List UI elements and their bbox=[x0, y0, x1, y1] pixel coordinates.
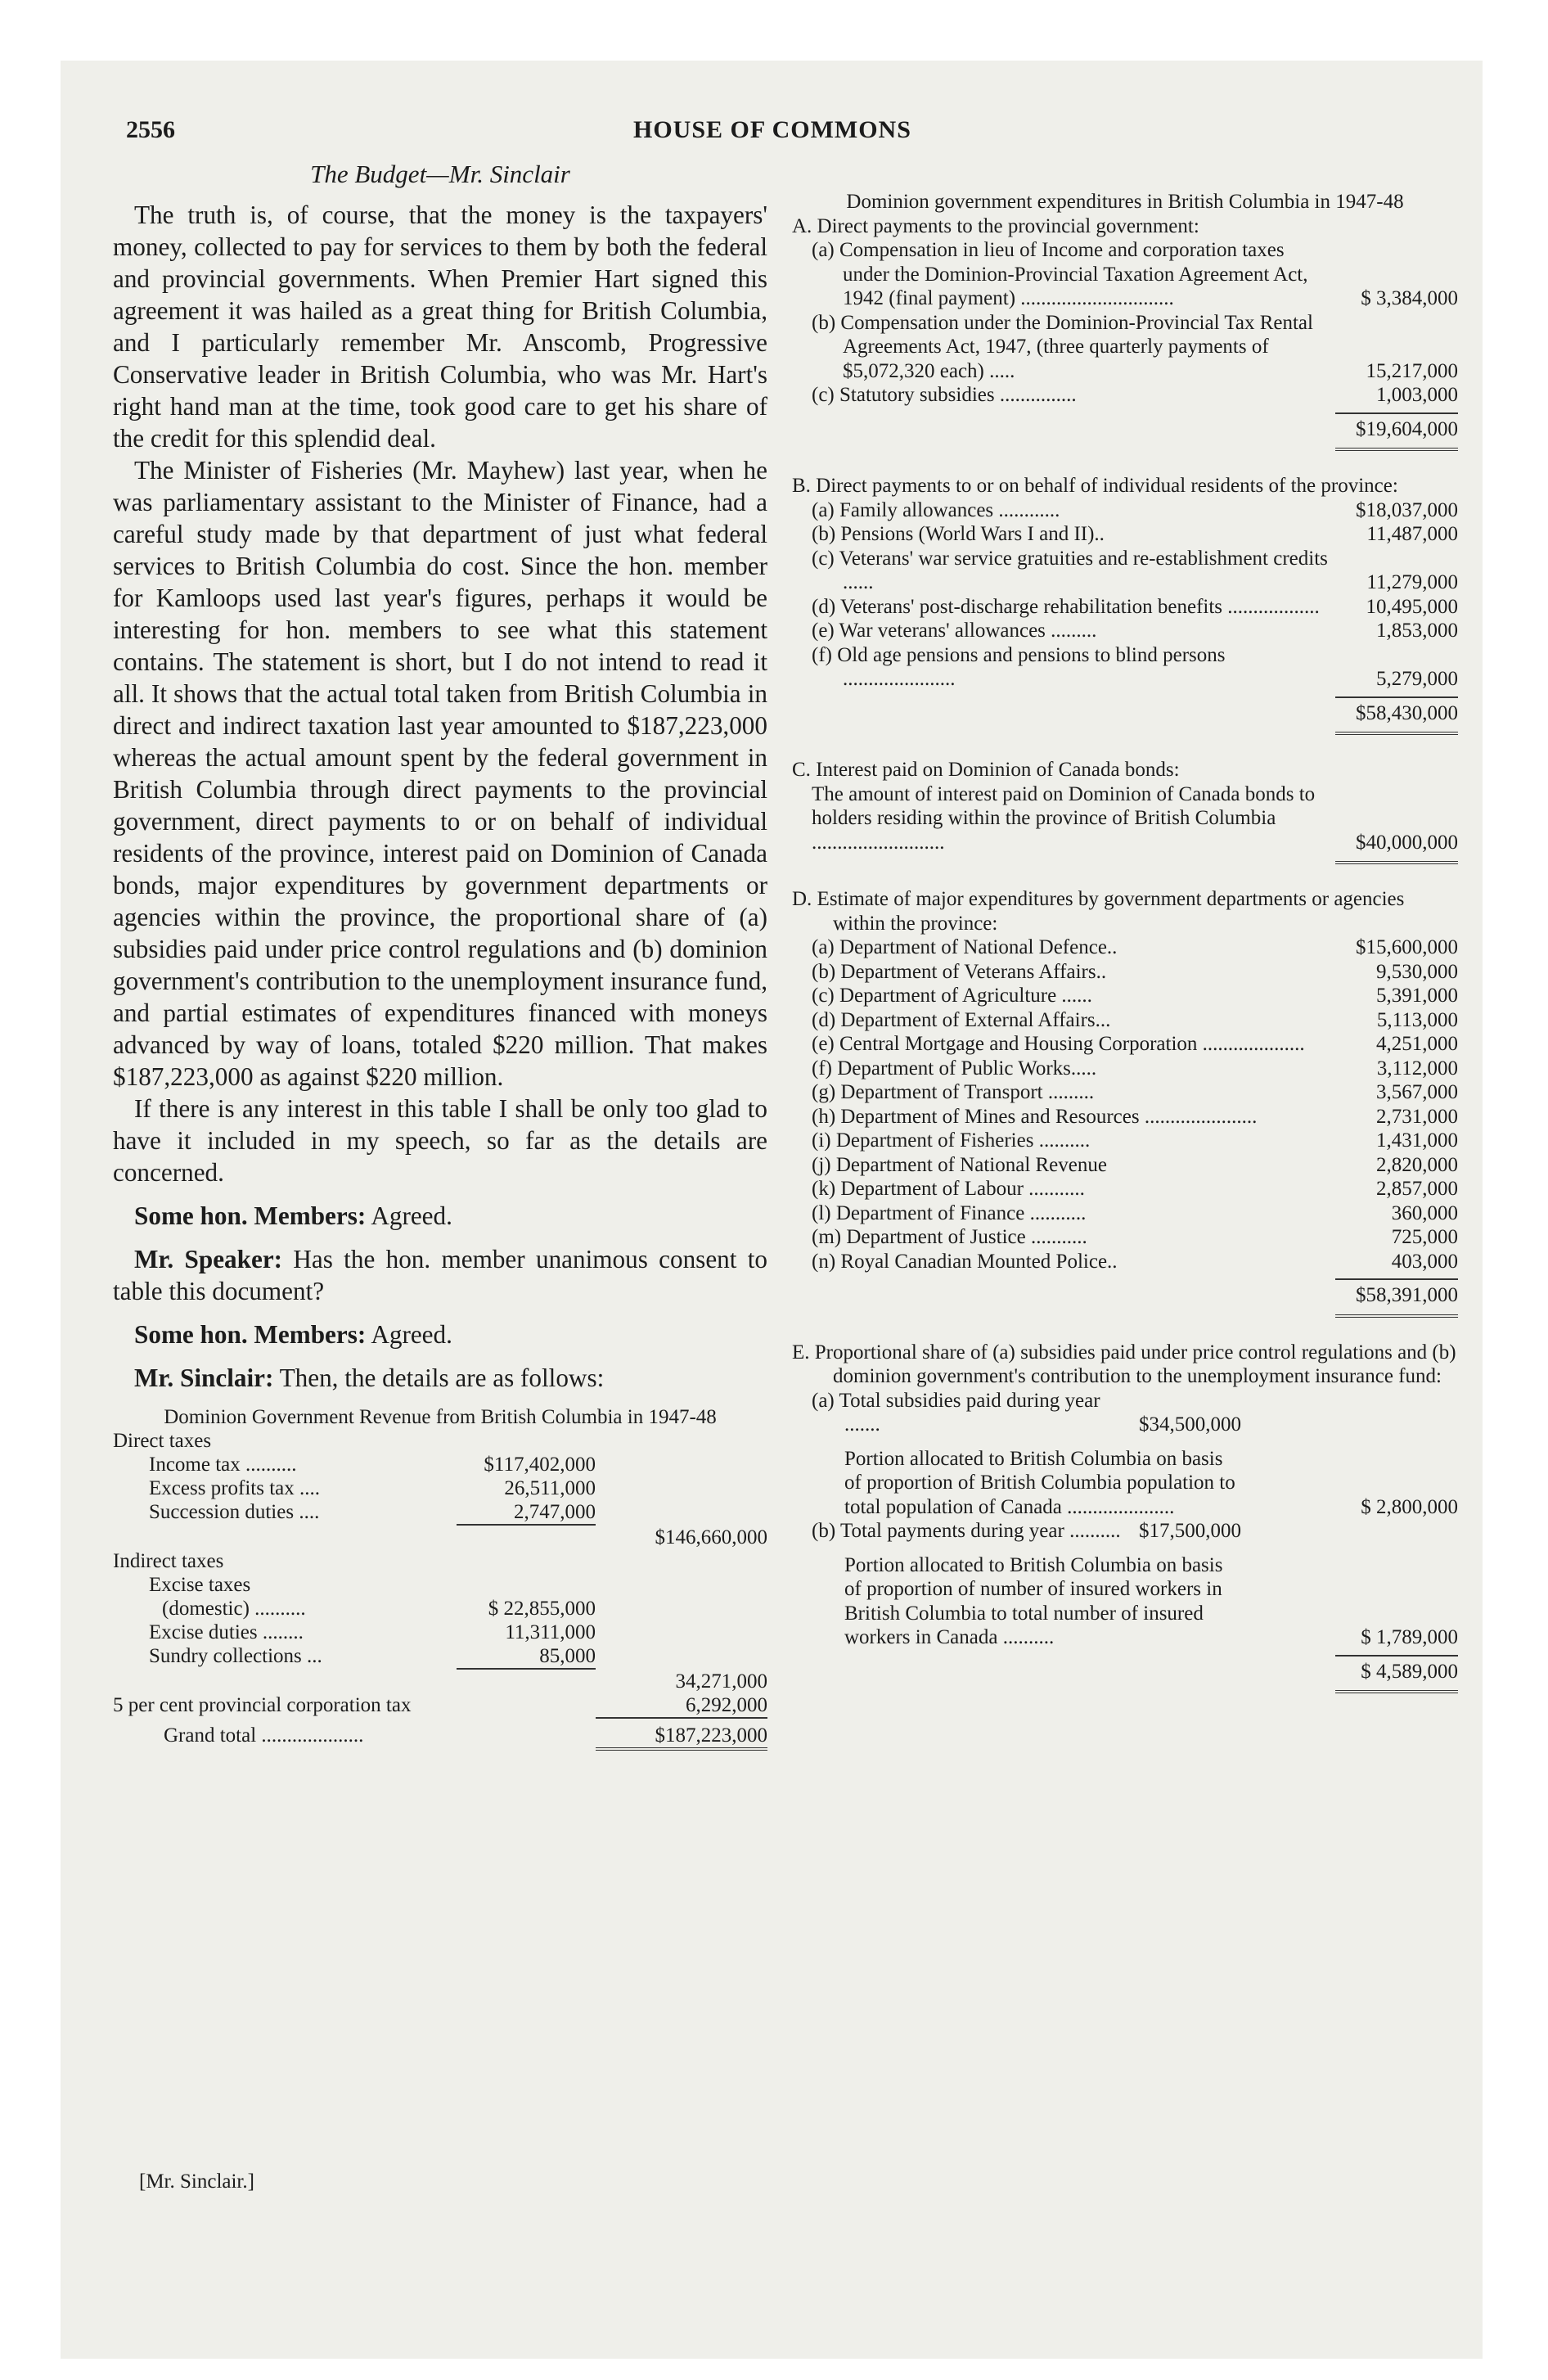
list-item: (g) Department of Transport ......... 3,567,000 bbox=[812, 1081, 1458, 1103]
excise-taxes-label: Excise taxes bbox=[149, 1574, 251, 1596]
list-item: Portion allocated to British Columbia on basis of proportion of number of insured workers in British Columbia to total number of insured workers in Canada .......... $ 1,789,000 bbox=[844, 1553, 1458, 1648]
section-total: $58,430,000 bbox=[1356, 701, 1458, 724]
section-heading: C. Interest paid on Dominion of Canada bonds: bbox=[792, 759, 1180, 781]
section-heading: E. Proportional share of (a) subsidies paid under price control regulations and (b) dominion government's contribution to the unemployment insurance fund: bbox=[792, 1341, 1456, 1387]
section-total: $19,604,000 bbox=[1356, 417, 1458, 440]
speech-text: Has the hon. member unanimous consent to table this document? bbox=[113, 1245, 767, 1305]
list-item: (c) Department of Agriculture ...... 5,391,000 bbox=[812, 985, 1458, 1007]
list-item: (b) Total payments during year .......... $17,500,000 bbox=[812, 1520, 1241, 1542]
interjection-3 bbox=[113, 1318, 767, 1350]
list-item: (j) Department of National Revenue 2,820,000 bbox=[812, 1153, 1458, 1176]
table-row: Sundry collections ... 85,000 bbox=[149, 1645, 596, 1667]
list-item: (f) Department of Public Works..... 3,112,000 bbox=[812, 1057, 1458, 1080]
divider bbox=[1335, 448, 1458, 451]
list-item: (a) Department of National Defence.. $15,600,000 bbox=[812, 936, 1458, 958]
paragraph-1: The truth is, of course, that the money is the taxpayers' money, collected to pay for services to them by both the federal and provincial governments. When Premier Hart signed this agreement it was hailed as a great thing for British Columbia, and I particularly remember Mr. Anscomb, Progressive Conservative leader in British Columbia, who was Mr. Hart's right hand man at the time, took good care to get his share of the credit for this splendid deal. bbox=[113, 201, 767, 453]
divider bbox=[1335, 1690, 1458, 1693]
speech-text: Agreed. bbox=[371, 1201, 452, 1230]
list-item: (b) Department of Veterans Affairs.. 9,530,000 bbox=[812, 960, 1458, 983]
list-item: (a) Family allowances ............ $18,037,000 bbox=[812, 498, 1458, 521]
list-item: (a) Compensation in lieu of Income and corporation taxes under the Dominion-Provincial Taxation Agreement Act, 1942 (final payment) .............................. $ 3,384,000 bbox=[812, 239, 1458, 309]
indirect-taxes-label: Indirect taxes bbox=[113, 1550, 224, 1572]
speech-text: Then, the details are as follows: bbox=[279, 1364, 605, 1392]
divider bbox=[1335, 1314, 1458, 1318]
list-item: Portion allocated to British Columbia on basis of proportion of British Columbia population to total population of Canada ..................... $ 2,800,000 bbox=[844, 1447, 1458, 1518]
revenue-table bbox=[113, 1405, 767, 1751]
page-title: HOUSE OF COMMONS bbox=[633, 116, 911, 143]
list-item: (b) Compensation under the Dominion-Provincial Tax Rental Agreements Act, 1947, (three quarterly payments of $5,072,320 each) ..... 15,217,000 bbox=[812, 311, 1458, 382]
section-heading: A. Direct payments to the provincial government: bbox=[792, 214, 1199, 237]
list-item: (n) Royal Canadian Mounted Police.. 403,000 bbox=[812, 1250, 1458, 1273]
page-number: 2556 bbox=[126, 116, 175, 143]
list-item: (b) Pensions (World Wars I and II).. 11,487,000 bbox=[812, 523, 1458, 545]
right-column bbox=[792, 190, 1458, 1693]
section-total: $ 4,589,000 bbox=[1361, 1660, 1458, 1683]
list-item: (d) Department of External Affairs... 5,113,000 bbox=[812, 1008, 1458, 1031]
list-item: (d) Veterans' post-discharge rehabilitation benefits .................. 10,495,000 bbox=[812, 595, 1458, 618]
section-total: $58,391,000 bbox=[1356, 1284, 1458, 1306]
list-item: (a) Total subsidies paid during year ....... $34,500,000 bbox=[812, 1389, 1241, 1436]
list-item: (h) Department of Mines and Resources ...................... 2,731,000 bbox=[812, 1105, 1458, 1128]
section-a bbox=[792, 214, 1458, 452]
grand-total-row: Grand total .................... $187,223,000 bbox=[164, 1724, 767, 1747]
interjection-4 bbox=[113, 1362, 767, 1394]
section-d bbox=[792, 887, 1458, 1318]
speaker-label: Some hon. Members: bbox=[134, 1320, 367, 1349]
list-item: (c) Veterans' war service gratuities and re-establishment credits ...... 11,279,000 bbox=[812, 547, 1458, 593]
paragraph-2: The Minister of Fisheries (Mr. Mayhew) last year, when he was parliamentary assistant to the Minister of Finance, had a careful study made by that department of just what federal services to British Columbia do cost. Since the hon. member for Kamloops used last year's figures, perhaps it would be interesting for hon. members to see what this statement contains. The statement is short, but I do not intend to read it all. It shows that the actual total taken from British Columbia in direct and indirect taxation last year amounted to $187,223,000 whereas the actual amount spent by the federal government in British Columbia through direct payments to the provincial government, direct payments to or on behalf of individual residents of the province, interest paid on Dominion of Canada bonds, major expenditures by government departments or agencies within the province, the proportional share of (a) subsidies paid under price control regulations and (b) dominion government's contribution to the unemployment insurance fund, and partial estimates of expenditures financed with moneys advanced by way of loans, totaled $220 million. That makes $187,223,000 as against $220 million. bbox=[113, 456, 767, 1091]
indirect-subtotal: 34,271,000 bbox=[675, 1670, 767, 1693]
list-item: (k) Department of Labour ........... 2,857,000 bbox=[812, 1178, 1458, 1200]
table-row: Excise duties ........ 11,311,000 bbox=[149, 1621, 596, 1643]
list-item: (e) Central Mortgage and Housing Corporation .................... 4,251,000 bbox=[812, 1033, 1458, 1055]
table-row: 5 per cent provincial corporation tax 6,292,000 bbox=[113, 1694, 767, 1716]
divider bbox=[1335, 1655, 1458, 1657]
running-subtitle: The Budget—Mr. Sinclair bbox=[310, 160, 570, 188]
list-item: (c) Statutory subsidies ............... 1,003,000 bbox=[812, 384, 1458, 406]
list-item: (e) War veterans' allowances ......... 1,853,000 bbox=[812, 620, 1458, 642]
list-item: (l) Department of Finance ........... 360,000 bbox=[812, 1201, 1458, 1224]
table-row: (domestic) .......... $ 22,855,000 bbox=[162, 1598, 596, 1620]
left-column bbox=[113, 160, 767, 1751]
direct-subtotal: $146,660,000 bbox=[655, 1526, 767, 1548]
speaker-label: Mr. Sinclair: bbox=[134, 1364, 274, 1392]
section-c bbox=[792, 758, 1458, 864]
section-e bbox=[792, 1341, 1458, 1694]
divider bbox=[1335, 1278, 1458, 1280]
divider bbox=[1335, 412, 1458, 414]
table-row bbox=[113, 1526, 767, 1549]
section-heading: D. Estimate of major expenditures by government departments or agencies within the province: bbox=[792, 888, 1405, 935]
table-row: Income tax .......... $117,402,000 bbox=[149, 1454, 596, 1476]
list-item: (f) Old age pensions and pensions to blind persons ...................... 5,279,000 bbox=[812, 643, 1458, 690]
interjection-2 bbox=[113, 1243, 767, 1307]
speaker-label: Mr. Speaker: bbox=[134, 1245, 283, 1273]
paragraph-3: If there is any interest in this table I shall be only too glad to have it included in my speech, so far as the details are concerned. bbox=[113, 1094, 767, 1187]
footer-speaker-note: [Mr. Sinclair.] bbox=[139, 2170, 254, 2193]
table-row bbox=[113, 1717, 767, 1719]
table-row: Excess profits tax .... 26,511,000 bbox=[149, 1477, 596, 1499]
divider bbox=[1335, 696, 1458, 698]
section-heading: B. Direct payments to or on behalf of individual residents of the province: bbox=[792, 475, 1398, 497]
interjection-1 bbox=[113, 1200, 767, 1232]
expenditures-title: Dominion government expenditures in British Columbia in 1947-48 bbox=[846, 191, 1404, 213]
speaker-label: Some hon. Members: bbox=[134, 1201, 367, 1230]
table-row: Succession duties .... 2,747,000 bbox=[149, 1501, 596, 1523]
revenue-table-title: Dominion Government Revenue from British Columbia in 1947-48 bbox=[164, 1406, 717, 1428]
grand-total: $187,223,000 bbox=[655, 1724, 767, 1747]
direct-taxes-label: Direct taxes bbox=[113, 1430, 212, 1452]
divider bbox=[1335, 732, 1458, 735]
divider bbox=[1335, 861, 1458, 864]
table-row bbox=[113, 1670, 767, 1693]
section-b bbox=[792, 474, 1458, 735]
list-item: (m) Department of Justice ........... 725,000 bbox=[812, 1226, 1458, 1248]
table-row bbox=[113, 1747, 767, 1751]
list-item: The amount of interest paid on Dominion of Canada bonds to holders residing within the province of British Columbia .......................... $40,000,000 bbox=[812, 782, 1458, 854]
speech-text: Agreed. bbox=[371, 1320, 452, 1349]
list-item: (i) Department of Fisheries .......... 1,431,000 bbox=[812, 1129, 1458, 1152]
